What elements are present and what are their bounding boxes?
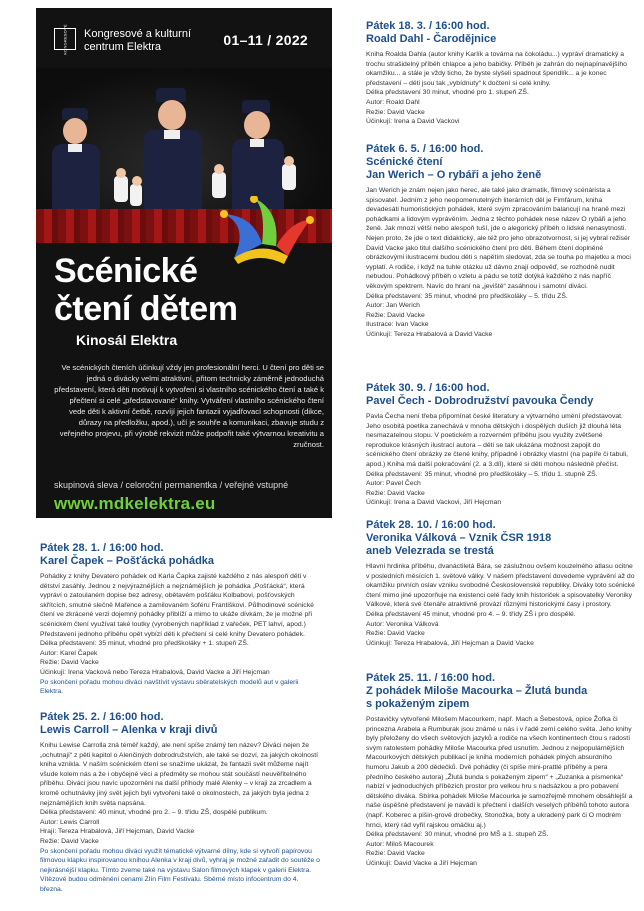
event-meta: Účinkují: Irena Vacková nebo Tereza Hrabalová, David Vacke a Jiří Hejcman xyxy=(40,668,270,676)
event-title: Roald Dahl - Čarodějnice xyxy=(366,33,497,45)
event-block xyxy=(366,20,636,127)
ticket-types: skupinová sleva / celoroční permanentka / veřejné vstupné xyxy=(54,480,289,490)
event-meta: Autor: Roald Dahl xyxy=(366,98,420,106)
event-meta: Autor: Jan Werich xyxy=(366,302,420,310)
event-block xyxy=(40,542,322,697)
event-meta: Délka představení: 35 minut, vhodné pro předškoláky – 5. třídu 1. stupně ZŠ. xyxy=(366,470,598,478)
event-date: Pátek 25. 11. / 16:00 hod. xyxy=(366,672,496,684)
poster-panel xyxy=(36,8,332,518)
venue-name: Kinosál Elektra xyxy=(76,332,178,348)
poster-intro: Ve scénických čteních účinkují vždy jen profesionální herci. U čtení pro děti se jedná o divácky velmi atraktivní, přitom technicky záměrně jednoduchá představení, která děti motivují k vytvoření si vlastního scénického čtení a také k přečtení si celé „představované“ knihy. Vytváření vlastního scénického čtení vede děti k aktivní četbě, rozvíjí jejich fantazii vyjadřovací schopnosti (dikce, důrazy na předložku, apod.), učí je souhře a komunikaci, zbavuje studu z veřejného projevu, při výrobě rekvizit může podpořit také výtvarnou kreativitu a zručnost. xyxy=(54,363,324,449)
event-title: Veronika Válková – Vznik ČSR 1918 aneb Velezrada se trestá xyxy=(366,532,552,557)
event-date: Pátek 18. 3. / 16:00 hod. xyxy=(366,20,490,32)
event-meta: Ilustrace: Ivan Vacke xyxy=(366,321,429,329)
event-date: Pátek 30. 9. / 16:00 hod. xyxy=(366,382,490,394)
event-description: Pohádky z knihy Devatero pohádek od Karla Čapka zajisté každého z nás alespoň děti v dětství zasáhly. Jednou z nejvýraznějších a nejznámějších je pohádka „Pošťácká“, která vypráví o zatoulaném dopise bez adresy, obětavém pošťáku Kolbabovi, pošťovských skřítcích, smutné slečně Mařence a zamilovaném šoféru Františkovi. Půlhodinové scénické čtení ve zkrácené verzi dojemný pohádky přiblíží a mimo to ukáže dívkám, že je možné při scénickém čtení využívat také loutky (vyrobených například z vařeček, PET lahví, apod.) Představení jednoho příběhu opět vybízí děti k přečtení si celé knihy Devatero pohádek. xyxy=(40,573,314,638)
event-meta: Délka představení: 35 minut, vhodné pro předškoláky – 5. třídu ZŠ. xyxy=(366,292,568,300)
event-meta: Účinkují: Irena a David Vackovi xyxy=(366,118,460,126)
event-note: Po skončení pořadu mohou diváci navštívit výstavu sběratelských modelů aut v galerii Elektra. xyxy=(40,678,299,696)
event-title: Z pohádek Miloše Macourka – Žlutá bunda s pokaženým zipem xyxy=(366,685,588,710)
event-meta: Autor: Veronika Válková xyxy=(366,620,439,628)
event-date: Pátek 6. 5. / 16:00 hod. xyxy=(366,143,484,155)
event-meta: Režie: David Vacke xyxy=(40,837,99,845)
event-meta: Režie: David Vacke xyxy=(366,108,425,116)
event-description: Hlavní hrdinka příběhu, dvanáctiletá Bára, se záslužnou ovšem kouzelného atlasu ocitne v posledních měsících 1. světové války. V našem představení dovedeme vyprávění až do okamžiku prvních oslav vzniku svobodné Československé republiky. Diváky toto scénické čtení mimo jiné upozorňuje na existenci celé řady knih historiček a spisovatelky Veroniky Válkové, která své čtenáře atraktivně provází různými historickými časy i prostory. xyxy=(366,563,635,609)
logo-text: KONGRESOVÉ xyxy=(62,23,68,55)
event-meta: Účinkují: Irena a David Vackovi, Jiří Hejcman xyxy=(366,499,502,507)
event-date: Pátek 28. 10. / 16:00 hod. xyxy=(366,519,496,531)
event-description: Pavla Čecha není třeba připomínat české literatury a výtvarného umění představovat. Jeho osobitá poetika zanechává v mnoha dětských i dospělých duších již dlouhá léta nesmazatelnou stopu. V poetickém a rozverném příběhu jsou využity zvětšené reprodukce krásných ilustrací autora – děti se tak ukázána možnost zapojit do scénického čtení obrázky ze čtené knihy, případně i obrázky vlastní (na papíře či tabuli, apod.) Kniha má další pokračování (2. a 3.díl), které si děti mohou následně přečíst. xyxy=(366,413,629,468)
event-date: Pátek 25. 2. / 16:00 hod. xyxy=(40,711,164,723)
event-meta: Režie: David Vacke xyxy=(366,311,425,319)
puppet-figure xyxy=(114,176,128,202)
event-title: Lewis Carroll – Alenka v kraji divů xyxy=(40,724,218,736)
event-meta: Délka představení: 40 minut, vhodné pro 2. – 9. třídu ZŠ, dospělé publikum. xyxy=(40,809,268,817)
website-link[interactable]: www.mdkelektra.eu xyxy=(54,494,216,513)
event-meta: Režie: David Vacke xyxy=(366,489,425,497)
event-description: Kniha Roalda Dahla (autor knihy Karlík a továrna na čokoládu...) vypráví dramatický a trochu strašidelný příběh chlapce a jeho babičky. Příběh je zahrán do nejnapínavějšího okamžiku... a stále je vždy ticho, že byste slyšeli spadnout špendlík... a je konec představení – děti jsou tak „vybídnuty“ k dočtení si celé knihy. xyxy=(366,51,627,87)
event-block xyxy=(40,711,322,895)
event-meta: Autor: Pavel Čech xyxy=(366,480,421,488)
event-note: Po skončení pořadu mohou diváci využít tématické výtvarné dílny, kde si vytvoří papírovou filmovou klapku inspirovanou knihou Alenka v kraji divů, vyhraj je možné zařadit do soutěže o nejkrásnější klapku. Tímto zveme také na výstavu Salon filmových klapek v galerii Elektra. Vítězové budou odměněni cenami Zlín Film Festivalu. Sběrné místo infocentrum do 4. března. xyxy=(40,847,320,893)
event-meta: Autor: Karel Čapek xyxy=(40,649,98,657)
event-meta: Autor: Lewis Carroll xyxy=(40,818,100,826)
puppet-figure xyxy=(282,164,296,190)
event-description: Jan Werich je znám nejen jako herec, ale také jako dramatik, filmový scénárista a spisovatel. Jedním z jeho neopomenutelných literárních děl je Fimfárum, kniha devadesáti humoristických pohádek, které svým zpracováním balancují na hraně mezi pohádkami a lidovým vyprávěním. Jedna z těchto pohádek nese název O rybáři a jeho ženě. Jak mnozí větší nebo alespoň tuší, jde o alegorický příběh o lidské nenasytnosti. Nejen proto, že jde o text didaktický, ale též pro jeho obrazotvornost, si jej vybral režisér David Vacke jako titul dalšího scénického čtení pro děti. Během čtení doplněné obrázkovými ilustracemi budou děti s napětím sledovat, zda se touha po majetku a moci vyplatí. A rodiče, i když na tuhle otázku už dávno znají odpověď, se rozhodně nudit nebudou. Pohádkový příběh o vzletu a pádu se totiž dotýká každého z nás napříč věkovým spektrem. Navíc do hraní na „jeviště“ zasáhnou i samotní diváci. xyxy=(366,187,631,290)
puppet-figure xyxy=(130,184,142,206)
event-meta: Hrají: Tereza Hrabalová, Jiří Hejcman, David Vacke xyxy=(40,828,195,836)
title-line-1: Scénické xyxy=(54,252,198,290)
event-meta: Režie: David Vacke xyxy=(366,850,425,858)
event-meta: Délka představení 30 minut, vhodné pro 1. stupeň ZŠ. xyxy=(366,89,529,97)
season-dates: 01–11 / 2022 xyxy=(223,32,308,48)
title-line-2: čtení dětem xyxy=(54,290,238,328)
event-description: Knihu Lewise Carrolla zná téměř každý, ale není spíše známý ten název? Diváci nejen že „ochutnají“ z pěti kapitol o Alenčiných dobrodružstvích, ale také se dozví, za jakých okolností kniha vznikla. V naším scénickém čtení se snažíme ukázat, že fantazii svět můžeme najít všude kolem nás a že i obyčejné věci a předměty se mohou stát součástí neuvěřitelného příběhu. Diváci jsou navíc upozorněni na další příhody malé Alenky – v kraji za zrcadlem a kromě ochutnávky jiný svět jejich byli vytvořeni také o okolnostech, za jakých byla jedna z nejznámějších knih světa napsána. xyxy=(40,742,319,807)
event-meta: Autor: Miloš Macourek xyxy=(366,840,434,848)
event-meta: Účinkují: Tereza Hrabalová, Jiří Hejcman a David Vacke xyxy=(366,639,534,647)
poster-title xyxy=(54,252,237,328)
puppet-figure xyxy=(212,172,226,198)
event-block xyxy=(366,143,636,340)
event-meta: Délka představení: 30 minut, vhodné pro MŠ a 1. stupeň ZŠ. xyxy=(366,831,549,839)
event-description: Postavičky vytvořené Milošem Macourkem, např. Mach a Šebestová, opice Žofka či princezna Arabela a Rumburak jsou známé u nás i v řadě zemí celého světa. Jeho knihy byly přeloženy do všech světových jazyků a rodiče na všech kontinentech čtou s radostí svým ratolestem pohádky Miloše Macourka před usnutím. Jednou z nejpopulárnějších Macourkových dětských publikací je kniha moderních pohádek plných absurdního humoru Jakub a 200 dědečků. Dvě pohádky (či spíše mini-prattlé příběhy a pera předního českého autora) „Žlutá bunda s pokaženým zipem“ + „Zuzanka a písmenka“ nabízí v jednoduchých příbězích prostor pro velkou hru s nadsázkou a pro pobavení dětského diváka. Sbírka pohádek Miloše Macourka je samozřejmě mnohem obsáhlejší a naše úspěšné představení je navádí k přečtení i dalších veselých příběhů tohoto autora (např. Koberec a pišin-grové drobečky, Stonožka, boty a ukradený park či O modrém hrnci, který rád vyřil rajskou omáčku aj.) xyxy=(366,716,633,829)
organization-name xyxy=(84,28,191,54)
event-block xyxy=(366,672,636,869)
elektra-logo xyxy=(54,23,76,55)
event-meta: Režie: David Vacke xyxy=(366,630,425,638)
event-title: Scénické čtení Jan Werich – O rybáři a jeho ženě xyxy=(366,156,542,181)
org-line-1: Kongresové a kulturní xyxy=(84,28,192,40)
event-date: Pátek 28. 1. / 16:00 hod. xyxy=(40,542,164,554)
event-meta: Účinkují: Tereza Hrabalová a David Vacke xyxy=(366,330,493,338)
org-line-2: centrum Elektra xyxy=(84,41,162,53)
event-block xyxy=(366,382,636,508)
event-meta: Režie: David Vacke xyxy=(40,659,99,667)
event-meta: Účinkují: David Vacke a Jiří Hejcman xyxy=(366,859,477,867)
event-meta: Délka představení 45 minut, vhodné pro 4. – 9. třídy ZŠ i pro dospělé. xyxy=(366,610,576,618)
event-title: Pavel Čech - Dobrodružství pavouka Čendy xyxy=(366,395,594,407)
event-block xyxy=(366,519,636,648)
event-meta: Délka představení: 35 minut, vhodné pro předškoláky + 1. stupeň ZŠ. xyxy=(40,640,249,648)
event-title: Karel Čapek – Pošťácká pohádka xyxy=(40,555,215,567)
